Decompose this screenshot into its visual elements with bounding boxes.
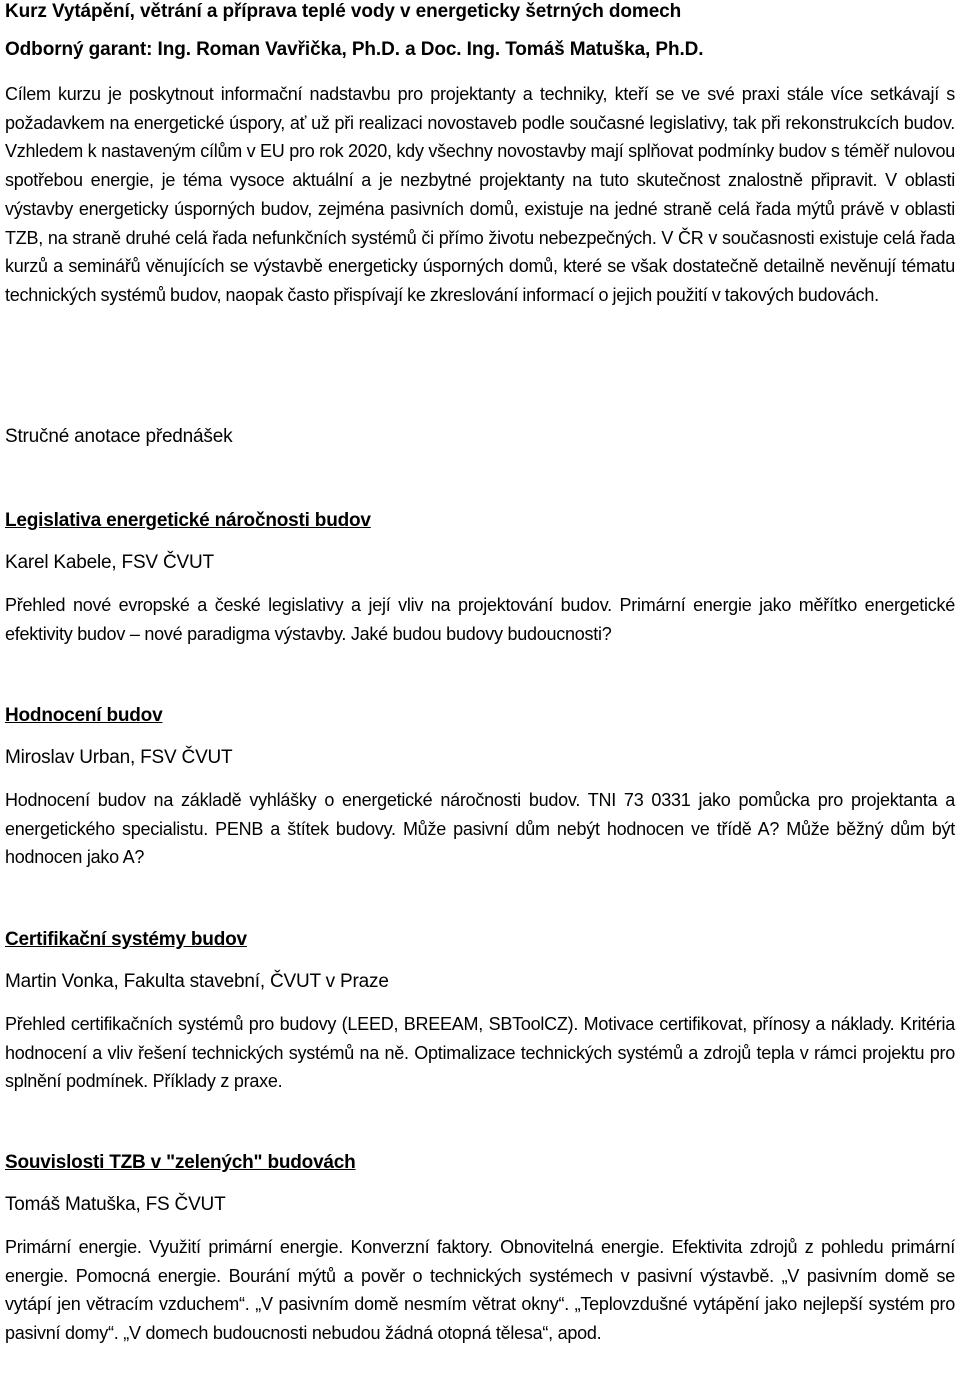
lectures-section-heading: Stručné anotace přednášek [5,426,233,447]
lecture-lecturer: Karel Kabele, FSV ČVUT [5,552,214,573]
lecture-title: Legislativa energetické náročnosti budov [5,510,371,531]
lecture-abstract: Přehled nové evropské a české legislativy a její vliv na projektování budov. Primární energie jako měřítko energetické efektivity budov – nové paradigma výstavby. Jaké budou budovy budoucnosti? [5,595,955,644]
lecture-block [5,704,955,872]
lecture-block [5,509,955,648]
lecture-title: Souvislosti TZB v "zelených" budovách [5,1152,356,1173]
lecture-title: Hodnocení budov [5,705,163,726]
lecture-block [5,1151,955,1347]
lecture-lecturer: Martin Vonka, Fakulta stavební, ČVUT v Praze [5,971,389,992]
lecture-block [5,928,955,1096]
lecture-lecturer: Tomáš Matuška, FS ČVUT [5,1194,226,1215]
lecture-title: Certifikační systémy budov [5,929,247,950]
lecture-abstract: Primární energie. Využití primární energie. Konverzní faktory. Obnovitelná energie. Efektivita zdrojů z pohledu primární energie. Pomocná energie. Bourání mýtů a pověr o technických systémech v pasivní výstavbě. „V pasivním domě se vytápí jen větracím vzduchem“. „V pasivním domě nesmím větrat okny“. „Teplovzdušné vytápění jako nejlepší systém pro pasivní domy“. „V domech budoucnosti nebudou žádná otopná tělesa“, apod. [5,1237,955,1343]
lecture-abstract: Hodnocení budov na základě vyhlášky o energetické náročnosti budov. TNI 73 0331 jako pomůcka pro projektanta a energetického specialistu. PENB a štítek budovy. Může pasivní dům nebýt hodnocen ve třídě A? Může běžný dům být hodnocen jako A? [5,790,955,867]
lecture-abstract: Přehled certifikačních systémů pro budovy (LEED, BREEAM, SBToolCZ). Motivace certifikovat, přínosy a náklady. Kritéria hodnocení a vliv řešení technických systémů na ně. Optimalizace technických systémů a zdrojů tepla v rámci projektu pro splnění podmínek. Příklady z praxe. [5,1014,955,1091]
course-intro-paragraph: Cílem kurzu je poskytnout informační nadstavbu pro projektanty a techniky, kteří se ve své praxi stále více setkávají s požadavkem na energetické úspory, ať už při realizaci novostaveb podle současné legislativy, tak při rekonstrukcích budov. Vzhledem k nastaveným cílům v EU pro rok 2020, kdy všechny novostavby mají splňovat podmínky budov s téměř nulovou spotřebou energie, je téma vysoce aktuální a je nezbytné projektanty na tuto skutečnost znalostně připravit. V oblasti výstavby energeticky úsporných budov, zejména pasivních domů, existuje na jedné straně celá řada mýtů právě v oblasti TZB, na straně druhé celá řada nefunkčních systémů či přímo životu nebezpečných. V ČR v současnosti existuje celá řada kurzů a seminářů věnujících se výstavbě energeticky úsporných domů, které se však dostatečně detailně nevěnují tématu technických systémů budov, naopak často přispívají ke zkreslování informací o jejich použití v takových budovách. [5,84,955,305]
course-title: Kurz Vytápění, větrání a příprava teplé vody v energeticky šetrných domech [5,1,682,22]
lecture-lecturer: Miroslav Urban, FSV ČVUT [5,747,233,768]
course-guarantor: Odborný garant: Ing. Roman Vavřička, Ph.D. a Doc. Ing. Tomáš Matuška, Ph.D. [5,39,704,60]
